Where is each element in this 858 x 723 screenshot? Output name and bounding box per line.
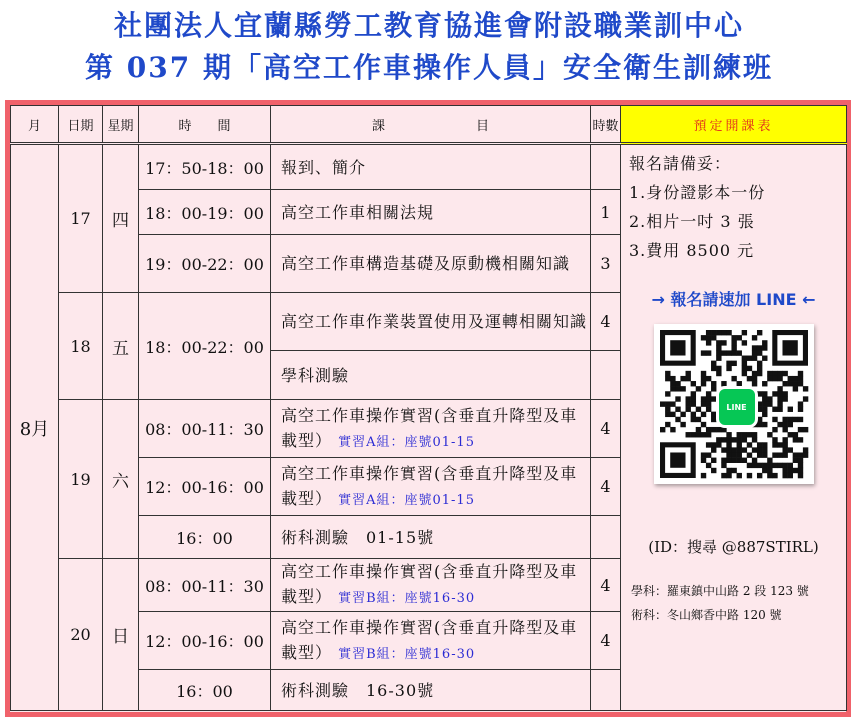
course-topic: 高空工作車作業裝置使用及運轉相關知識 <box>281 312 588 331</box>
address-practical: 術科：冬山鄉香中路 120 號 <box>631 608 782 622</box>
course-cell <box>271 293 591 351</box>
time-cell: 12：00-16：00 <box>139 458 271 516</box>
course-topic: 高空工作車操作實習(含垂直升降型及車載型） <box>281 562 578 606</box>
col-time-header: 時 間 <box>139 106 271 144</box>
requirement-item: 3.費用 8500 元 <box>629 241 755 260</box>
line-logo-icon: LINE <box>716 386 758 428</box>
course-cell <box>271 400 591 458</box>
date-cell: 18 <box>59 293 103 400</box>
group-note: 實習B組：座號16-30 <box>338 591 476 606</box>
table-row <box>11 144 847 190</box>
col-month-header: 月 <box>11 106 59 144</box>
schedule-table <box>10 105 847 711</box>
course-topic: 術科測驗 01-15號 <box>281 527 435 547</box>
time-cell: 17：50-18：00 <box>139 144 271 190</box>
course-cell <box>271 458 591 516</box>
col-date-header: 日期 <box>59 106 103 144</box>
address-theory: 學科：羅東鎮中山路 2 段 123 號 <box>631 584 809 598</box>
date-cell: 20 <box>59 559 103 711</box>
requirement-item: 1.身份證影本一份 <box>629 183 766 202</box>
hours-cell <box>591 516 621 559</box>
hours-cell: 4 <box>591 293 621 351</box>
time-cell: 16：00 <box>139 670 271 711</box>
page-title-line1: 社團法人宜蘭縣勞工教育協進會附設職業訓中心 <box>113 9 744 42</box>
info-sidebar <box>621 144 847 711</box>
weekday-cell: 四 <box>103 144 139 293</box>
course-topic: 高空工作車相關法規 <box>281 202 435 222</box>
time-cell: 08：00-11：30 <box>139 559 271 612</box>
course-cell <box>271 235 591 293</box>
line-cta: → 報名請速加 LINE ← <box>651 290 816 309</box>
course-cell <box>271 351 591 400</box>
schedule-label: 預定開課表 <box>621 106 847 144</box>
hours-cell: 4 <box>591 458 621 516</box>
course-topic: 高空工作車構造基礎及原動機相關知識 <box>281 254 571 273</box>
hours-cell: 1 <box>591 190 621 235</box>
course-topic: 高空工作車操作實習(含垂直升降型及車載型） <box>281 463 578 508</box>
group-note: 實習A組：座號01-15 <box>338 492 475 508</box>
date-cell: 17 <box>59 144 103 293</box>
course-topic: 高空工作車操作實習(含垂直升降型及車載型） <box>281 617 578 662</box>
time-cell: 18：00-22：00 <box>139 293 271 400</box>
weekday-cell: 五 <box>103 293 139 400</box>
col-hours-header: 時數 <box>591 106 621 144</box>
weekday-cell: 日 <box>103 559 139 711</box>
hours-cell <box>591 670 621 711</box>
time-cell: 18：00-19：00 <box>139 190 271 235</box>
date-cell: 19 <box>59 400 103 559</box>
course-cell <box>271 559 591 612</box>
hours-cell: 4 <box>591 400 621 458</box>
course-topic: 術科測驗 16-30號 <box>281 680 435 700</box>
course-cell <box>271 516 591 559</box>
weekday-cell: 六 <box>103 400 139 559</box>
time-cell: 19：00-22：00 <box>139 235 271 293</box>
requirements-title: 報名請備妥： <box>629 154 732 173</box>
time-cell: 16：00 <box>139 516 271 559</box>
time-cell: 12：00-16：00 <box>139 612 271 670</box>
hours-cell <box>591 351 621 400</box>
col-weekday-header: 星期 <box>103 106 139 144</box>
page-title-line2: 第 037 期「高空工作車操作人員」安全衛生訓練班 <box>85 51 773 84</box>
course-topic: 高空工作車操作實習(含垂直升降型及車載型） <box>281 405 578 450</box>
table-header-row <box>11 106 847 144</box>
course-cell <box>271 612 591 670</box>
col-course-header: 課 目 <box>271 106 591 144</box>
course-cell <box>271 670 591 711</box>
time-cell: 08：00-11：30 <box>139 400 271 458</box>
line-qr-code[interactable] <box>654 324 814 484</box>
line-id: (ID：搜尋 @887STIRL) <box>648 538 819 556</box>
month-cell: 8月 <box>11 144 59 711</box>
course-cell <box>271 144 591 190</box>
group-note: 實習B組：座號16-30 <box>338 646 476 662</box>
group-note: 實習A組：座號01-15 <box>338 434 475 450</box>
hours-cell: 4 <box>591 559 621 612</box>
hours-cell <box>591 144 621 190</box>
hours-cell: 3 <box>591 235 621 293</box>
course-topic: 學科測驗 <box>281 365 350 385</box>
requirement-item: 2.相片一吋 3 張 <box>629 212 755 231</box>
hours-cell: 4 <box>591 612 621 670</box>
course-topic: 報到、簡介 <box>281 157 367 177</box>
course-cell <box>271 190 591 235</box>
